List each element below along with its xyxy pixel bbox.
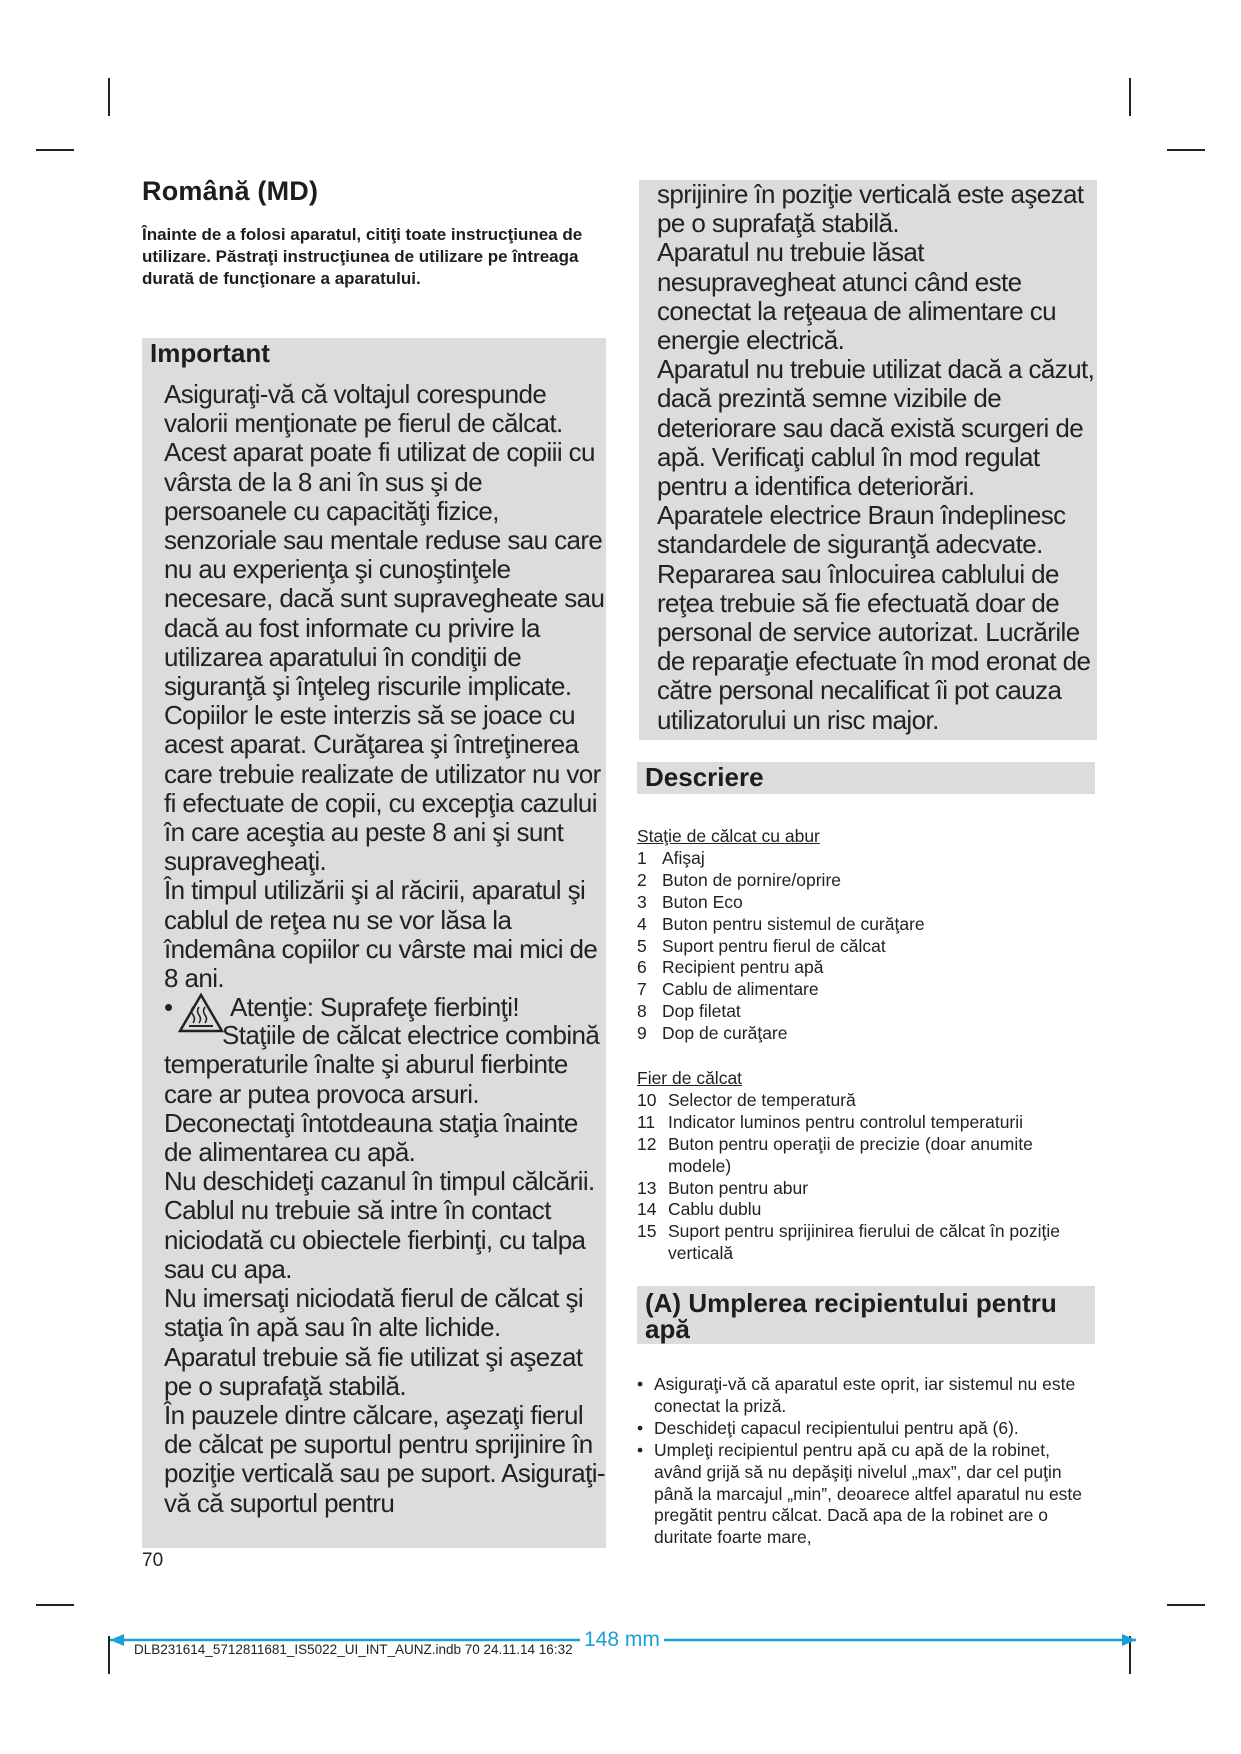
list-item: 10 Selector de temperatură xyxy=(637,1089,856,1110)
important-paragraph: În timpul utilizării şi al răcirii, aparatul şi cablul de reţea nu se vor lăsa la îndemâna copiilor cu vârste mai mici de 8 ani. xyxy=(164,875,598,994)
list-item: 1 Afişaj xyxy=(637,847,705,868)
list-item: 3 Buton Eco xyxy=(637,891,743,912)
crop-mark xyxy=(1167,1604,1205,1606)
page-number: 70 xyxy=(142,1550,164,1571)
list-item: • Deschideţi capacul recipientului pentru apă (6). xyxy=(637,1417,1019,1438)
important-paragraph: Aparatul nu trebuie lăsat nesupravegheat atunci când este conectat la reţeaua de alimentare cu energie electrică. xyxy=(657,237,1056,356)
crop-mark xyxy=(1167,149,1205,151)
station-parts-list xyxy=(637,826,1107,1045)
list-item: 8 Dop filetat xyxy=(637,1001,741,1022)
important-paragraph: Aparatul nu trebuie utilizat dacă a căzut, dacă prezintă semne vizibile de deteriorare sau dacă există scurgeri de apă. Verificaţi cablul în mod regulat pentru a identifica deteriorări. xyxy=(657,354,1095,502)
list-item: 5 Suport pentru fierul de călcat xyxy=(637,935,886,956)
important-paragraph: Nu deschideţi cazanul în timpul călcării. xyxy=(164,1166,595,1197)
list-item: • Umpleţi recipientul pentru apă cu apă de la robinet, având grijă să nu depăşiţi nivelul „max”, dar cel puţin până la marcajul „min”, deoarece altfel aparatul nu este pregătit pentru călcat. Dacă apa de la robinet are o duritate foarte mare, xyxy=(637,1439,1083,1548)
list-item: 2 Buton de pornire/oprire xyxy=(637,869,841,890)
station-list-title: Staţie de călcat cu abur xyxy=(637,826,820,846)
list-item: 7 Cablu de alimentare xyxy=(637,979,819,1000)
important-heading: Important xyxy=(150,338,270,368)
list-item: 9 Dop de curăţare xyxy=(637,1023,788,1044)
important-paragraph: sprijinire în poziţie verticală este aşezat pe o suprafaţă stabilă. xyxy=(657,179,1084,239)
important-text xyxy=(164,380,610,1518)
important-paragraph: Aparatul trebuie să fie utilizat şi aşezat pe o suprafaţă stabilă. xyxy=(164,1341,583,1401)
crop-mark xyxy=(36,149,74,151)
bullet: • xyxy=(164,992,173,1023)
important-paragraph: Nu imersaţi niciodată fierul de călcat şi staţia în apă sau în alte lichide. xyxy=(164,1283,584,1343)
fill-heading: (A) Umplerea recipientului pentru apă xyxy=(645,1288,1057,1344)
warning-title: Atenţie: Suprafeţe fierbinţi! xyxy=(230,992,520,1023)
description-heading: Descriere xyxy=(645,762,764,792)
list-item: 11 Indicator luminos pentru controlul temperaturii xyxy=(637,1111,1024,1132)
width-label: 148 mm xyxy=(580,1628,664,1652)
list-item: 4 Buton pentru sistemul de curăţare xyxy=(637,913,925,934)
list-item: 13 Buton pentru abur xyxy=(637,1177,809,1198)
crop-mark xyxy=(1129,78,1131,116)
iron-parts-list xyxy=(637,1068,1107,1265)
crop-mark xyxy=(36,1604,74,1606)
fill-instructions xyxy=(637,1374,1097,1549)
important-paragraph: Cablul nu trebuie să intre în contact niciodată cu obiectele fierbinţi, cu talpa sau cu apa. xyxy=(164,1195,586,1284)
important-paragraph: Deconectaţi întotdeauna staţia înainte de alimentarea cu apă. xyxy=(164,1107,578,1168)
important-paragraph: Acest aparat poate fi utilizat de copiii cu vârsta de la 8 ani în sus şi de persoanele cu capacităţi fizice, senzoriale sau mentale reduse sau care nu au experienţa şi cunoştinţele necesare, dacă sunt supravegheate sau dacă au fost informate cu privire la utilizarea aparatului în condiţii de siguranţă şi înţeleg riscurile implicate. Copiilor le este interzis să se joace cu acest aparat. Curăţarea şi întreţinerea care trebuie realizate de utilizator nu vor fi efectuate de copii, cu excepţia cazului în care aceştia au peste 8 ani şi sunt supravegheaţi. xyxy=(164,437,605,877)
list-item: 6 Recipient pentru apă xyxy=(637,957,824,978)
iron-list-title: Fier de călcat xyxy=(637,1068,743,1088)
crop-mark xyxy=(108,78,110,116)
important-paragraph: În pauzele dintre călcare, aşezaţi fierul de călcat pe suportul pentru sprijinire în poziţie verticală sau pe suport. Asiguraţi-vă că suportul pentru xyxy=(164,1399,605,1518)
important-paragraph: Aparatele electrice Braun îndeplinesc standardele de siguranţă adecvate. Repararea sau înlocuirea cablului de reţea trebuie să fie efectuată doar de personal de service autorizat. Lucrările de reparaţie efectuate în mod eronat de către personal necalificat îi pot cauza utilizatorului un risc major. xyxy=(657,500,1091,735)
page-title: Română (MD) xyxy=(142,176,319,206)
intro-text: Înainte de a folosi aparatul, citiţi toate instrucţiunea de utilizare. Păstraţi instrucţiunea de utilizare pe întreaga durată de funcţionare a aparatului. xyxy=(142,225,583,288)
warning-text: Staţiile de călcat electrice combină temperaturile înalte şi aburul fierbinte care ar putea provoca arsuri. xyxy=(164,1020,600,1109)
list-item: 12 Buton pentru operaţii de precizie (doar anumite modele) xyxy=(637,1133,1033,1176)
list-item: 15 Suport pentru sprijinirea fierului de călcat în poziţie verticală xyxy=(637,1221,1061,1264)
list-item: • Asiguraţi-vă că aparatul este oprit, iar sistemul nu este conectat la priză. xyxy=(637,1374,1076,1416)
important-continued-text xyxy=(657,180,1103,735)
important-paragraph: Asiguraţi-vă că voltajul corespunde valorii menţionate pe fierul de călcat. xyxy=(164,379,563,439)
file-info: DLB231614_5712811681_IS5022_UI_INT_AUNZ.indb 70 24.11.14 16:32 xyxy=(134,1642,573,1657)
list-item: 14 Cablu dublu xyxy=(637,1199,762,1220)
hot-surface-warning-icon xyxy=(178,993,224,1033)
